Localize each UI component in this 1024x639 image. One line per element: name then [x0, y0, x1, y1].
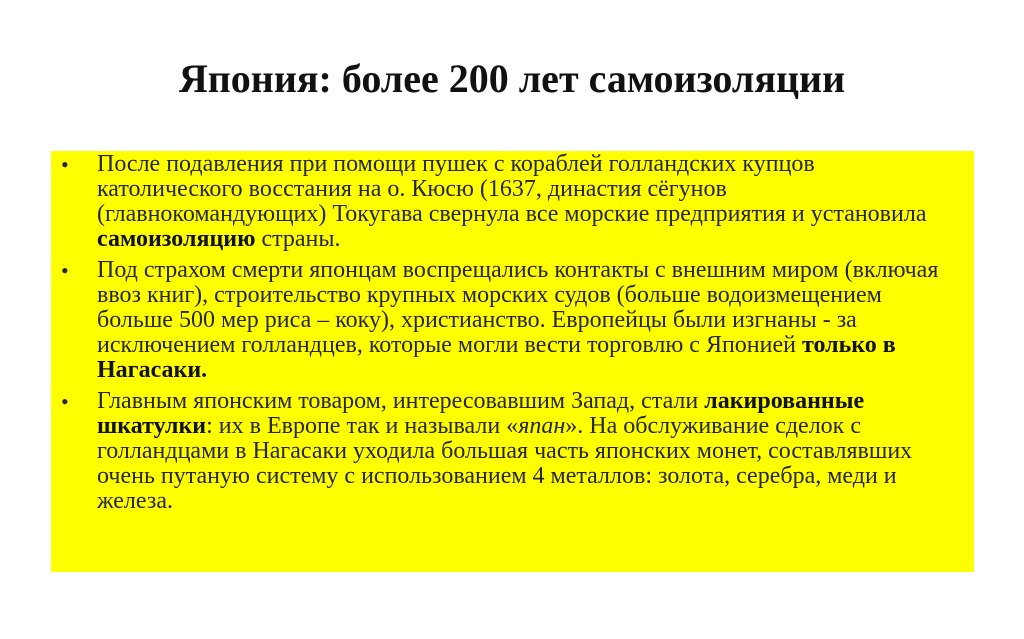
bullet-marker: •: [61, 258, 69, 283]
bullet-item: [51, 152, 954, 252]
bullet-text: После подавления при помощи пушек с кораблей голландских купцов католического восстания на о. Кюсю (1637, династия сёгунов (главнокомандующих) Токугава свернула все морские предприятия и установила: [97, 151, 927, 227]
bullet-text: Под страхом смерти японцам воспрещались контакты с внешним миром (включая ввоз книг), строительство крупных морских судов (больше водоизмещением больше 500 мер риса – коку), христианство. Европейцы были изгнаны - за исключением голландцев, которые могли вести торговлю с Японией: [97, 257, 939, 358]
bold-term: самоизоляцию: [97, 226, 256, 252]
bullet-marker: •: [61, 389, 69, 414]
bullet-text: страны.: [255, 226, 341, 252]
italic-term: япан: [518, 413, 566, 439]
bold-term: только в Нагасаки.: [97, 332, 896, 383]
bullet-item: [51, 258, 954, 383]
bullet-text: Главным японским товаром, интересовавшим Запад, стали: [97, 388, 705, 414]
bullet-item: [51, 389, 954, 514]
bold-term: лакированные шкатулки: [97, 388, 865, 439]
bullet-text: ». На обслуживание сделок с голландцами в Нагасаки уходила большая часть японских монет, составлявших очень путаную систему с использованием 4 металлов: золота, серебра, меди и железа.: [97, 413, 913, 514]
bullet-text: : их в Европе так и называли «: [206, 413, 519, 439]
bullet-list: [51, 152, 954, 514]
content-box: [51, 151, 974, 572]
slide-title: Япония: более 200 лет самоизоляции: [178, 56, 846, 101]
bullet-marker: •: [61, 152, 69, 177]
